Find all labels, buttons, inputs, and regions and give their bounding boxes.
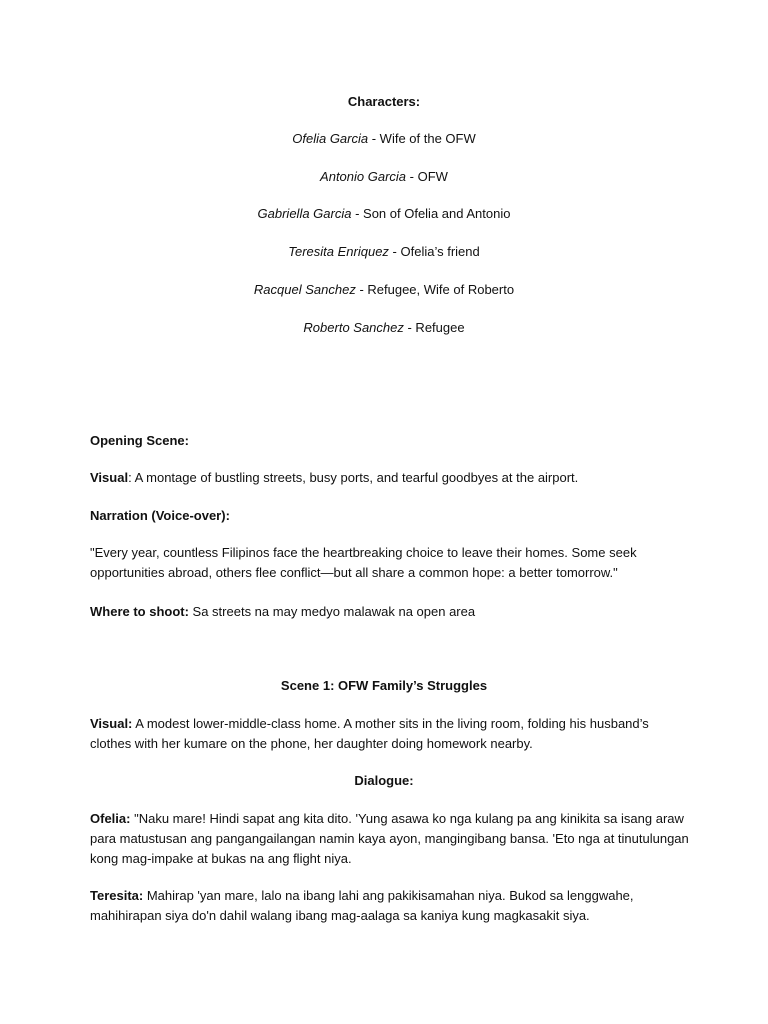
characters-heading: Characters: [347, 94, 421, 109]
character-line [0, 206, 768, 221]
visual-label: Visual: [90, 716, 133, 731]
narration-heading: Narration (Voice-over): [90, 508, 230, 523]
character-line [0, 169, 768, 184]
visual-line: A modest lower-middle-class home. A mother sits in the living room, folding his husband’s [132, 716, 649, 731]
character-name: Gabriella Garcia [257, 206, 352, 221]
character-name: Antonio Garcia [320, 169, 407, 184]
narration-text [90, 543, 690, 583]
character-desc: - Ofelia’s friend [388, 244, 480, 259]
dialogue-line: Mahirap 'yan mare, lalo na ibang lahi ang pakikisamahan niya. Bukod sa lenggwahe, [143, 888, 634, 903]
character-desc: - Son of Ofelia and Antonio [351, 206, 511, 221]
scene1-heading: Scene 1: OFW Family’s Struggles [280, 678, 488, 693]
character-desc: - Wife of the OFW [368, 131, 476, 146]
dialogue-line: kong mag-impake at bukas na ang flight niya. [90, 851, 352, 866]
speaker-label: Ofelia: [90, 811, 131, 826]
opening-visual [90, 470, 690, 485]
speaker-label: Teresita: [90, 888, 144, 903]
opening-scene-heading: Opening Scene: [90, 433, 189, 448]
character-name: Racquel Sanchez [253, 282, 356, 297]
visual-line: clothes with her kumare on the phone, her daughter doing homework nearby. [90, 736, 533, 751]
where-text: Sa streets na may medyo malawak na open area [188, 604, 476, 619]
character-desc: - OFW [406, 169, 448, 184]
character-line [0, 244, 768, 259]
narration-line: opportunities abroad, others flee conflict—but all share a common hope: a better tomorrow." [90, 565, 618, 580]
where-to-shoot [90, 604, 690, 619]
where-label: Where to shoot: [90, 604, 189, 619]
character-desc: - Refugee [403, 320, 465, 335]
dialogue-line: "Naku mare! Hindi sapat ang kita dito. 'Yung asawa ko nga kulang pa ang kinikita sa isang araw [130, 811, 684, 826]
narration-line: "Every year, countless Filipinos face the heartbreaking choice to leave their homes. Some seek [90, 545, 637, 560]
teresita-dialogue [90, 886, 690, 926]
scene1-visual [90, 714, 690, 754]
character-line [0, 131, 768, 146]
character-line [0, 320, 768, 335]
character-desc: - Refugee, Wife of Roberto [355, 282, 515, 297]
character-line [0, 282, 768, 297]
dialogue-line: mahihirapan siya do'n dahil walang ibang mag-aalaga sa kaniya kung magkasakit siya. [90, 908, 590, 923]
visual-text: : A montage of bustling streets, busy ports, and tearful goodbyes at the airport. [128, 470, 579, 485]
dialogue-line: para matustusan ang pangangailangan namin kaya ayon, mangingibang bansa. 'Eto nga at tinutulungan [90, 831, 689, 846]
character-name: Roberto Sanchez [303, 320, 404, 335]
ofelia-dialogue [90, 809, 690, 869]
character-name: Ofelia Garcia [292, 131, 369, 146]
dialogue-heading: Dialogue: [354, 773, 414, 788]
character-name: Teresita Enriquez [288, 244, 389, 259]
visual-label: Visual [90, 470, 129, 485]
